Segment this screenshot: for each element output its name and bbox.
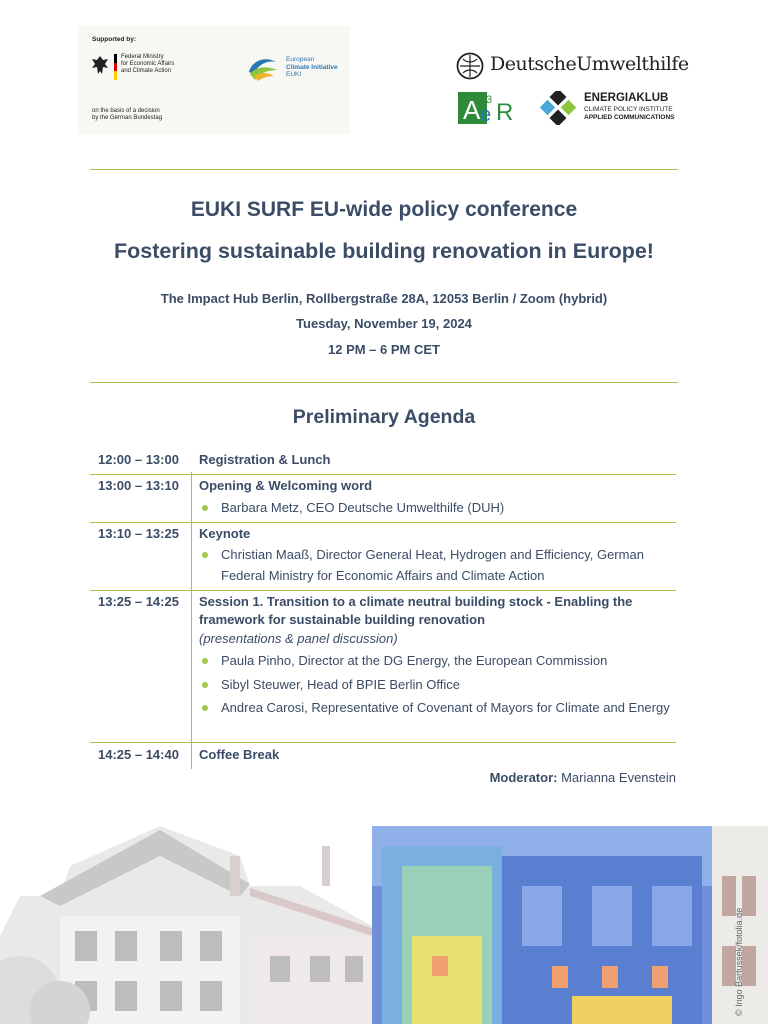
supporter-logo-block xyxy=(78,26,350,134)
photo-credit: © Ingo Bartussek/fotolia.de xyxy=(734,907,744,1016)
row-divider xyxy=(90,474,676,475)
bullet-icon xyxy=(202,682,208,688)
euki-name: European Climate Initiative EUKI xyxy=(286,56,338,78)
thermal-image xyxy=(372,826,768,1024)
row-divider xyxy=(90,522,676,523)
speaker: Christian Maaß, Director General Heat, Hydrogen and Efficiency, German Federal Ministry for Economic Affairs and Climate Action xyxy=(221,547,644,583)
moderator-name: Marianna Evenstein xyxy=(561,770,676,785)
venue: The Impact Hub Berlin, Rollbergstraße 28A, 12053 Berlin / Zoom (hybrid) xyxy=(160,291,608,306)
energiaklub-logo-icon xyxy=(540,91,576,125)
agenda-heading: Preliminary Agenda xyxy=(292,406,476,428)
bullet-icon xyxy=(202,505,208,511)
speaker: Barbara Metz, CEO Deutsche Umwelthilfe (DUH) xyxy=(221,500,505,515)
agenda-time: 13:00 – 13:10 xyxy=(98,478,179,493)
event-date: Tuesday, November 19, 2024 xyxy=(296,316,472,331)
moderator-line xyxy=(490,770,676,785)
aer-letter-e: e xyxy=(480,104,492,124)
federal-eagle-icon xyxy=(90,54,110,76)
agenda-time: 14:25 – 14:40 xyxy=(98,747,179,762)
globe-leaf-icon xyxy=(456,52,484,80)
row-divider xyxy=(90,742,676,743)
bullet-icon xyxy=(202,658,208,664)
event-time: 12 PM – 6 PM CET xyxy=(328,342,440,357)
duh-logo-text: DeutscheUmwelthilfe xyxy=(490,53,689,75)
agenda-time: 13:10 – 13:25 xyxy=(98,526,179,541)
aer-letter-r: R xyxy=(496,99,514,124)
moderator-label: Moderator: xyxy=(489,770,558,785)
agenda-item-title: Session 1. Transition to a climate neutral building stock - Enabling the framework for sustainable building renovation xyxy=(199,594,633,627)
agenda-item-title: Registration & Lunch xyxy=(199,452,331,467)
bundestag-basis-note: on the basis of a decision by the German Bundestag xyxy=(92,108,163,121)
bullet-icon xyxy=(202,705,208,711)
agenda-time: 13:25 – 14:25 xyxy=(98,594,179,609)
divider-middle xyxy=(90,382,678,383)
agenda-column-divider xyxy=(191,472,192,769)
conference-subtitle: Fostering sustainable building renovation in Europe! xyxy=(114,239,654,263)
house-photo xyxy=(0,826,372,1024)
euki-logo-icon xyxy=(246,54,280,82)
bullet-icon xyxy=(202,552,208,558)
agenda-time: 12:00 – 13:00 xyxy=(98,452,179,467)
agenda-item-title: Keynote xyxy=(199,526,251,541)
ministry-name: Federal Ministry for Economic Affairs and Climate Action xyxy=(121,54,175,74)
german-flag-bar xyxy=(114,54,117,80)
speaker: Sibyl Steuwer, Head of BPIE Berlin Office xyxy=(221,677,460,692)
energiaklub-subtitle: CLIMATE POLICY INSTITUTE APPLIED COMMUNICATIONS xyxy=(584,106,675,121)
a3er-logo xyxy=(458,92,516,124)
agenda-item-title: Coffee Break xyxy=(199,747,280,762)
speaker: Andrea Carosi, Representative of Covenant of Mayors for Climate and Energy xyxy=(221,700,670,715)
aer-letter-a: A xyxy=(463,95,481,124)
speaker: Paula Pinho, Director at the DG Energy, the European Commission xyxy=(221,653,608,668)
supported-by-label: Supported by: xyxy=(92,36,137,43)
energiaklub-title: ENERGIAKLUB xyxy=(584,92,669,104)
session-format-note: (presentations & panel discussion) xyxy=(199,631,398,646)
divider-top xyxy=(90,169,678,170)
row-divider xyxy=(90,590,676,591)
aer-letter-3: 3 xyxy=(486,94,493,106)
conference-title: EUKI SURF EU-wide policy conference xyxy=(190,198,578,221)
agenda-item-title: Opening & Welcoming word xyxy=(199,478,373,493)
